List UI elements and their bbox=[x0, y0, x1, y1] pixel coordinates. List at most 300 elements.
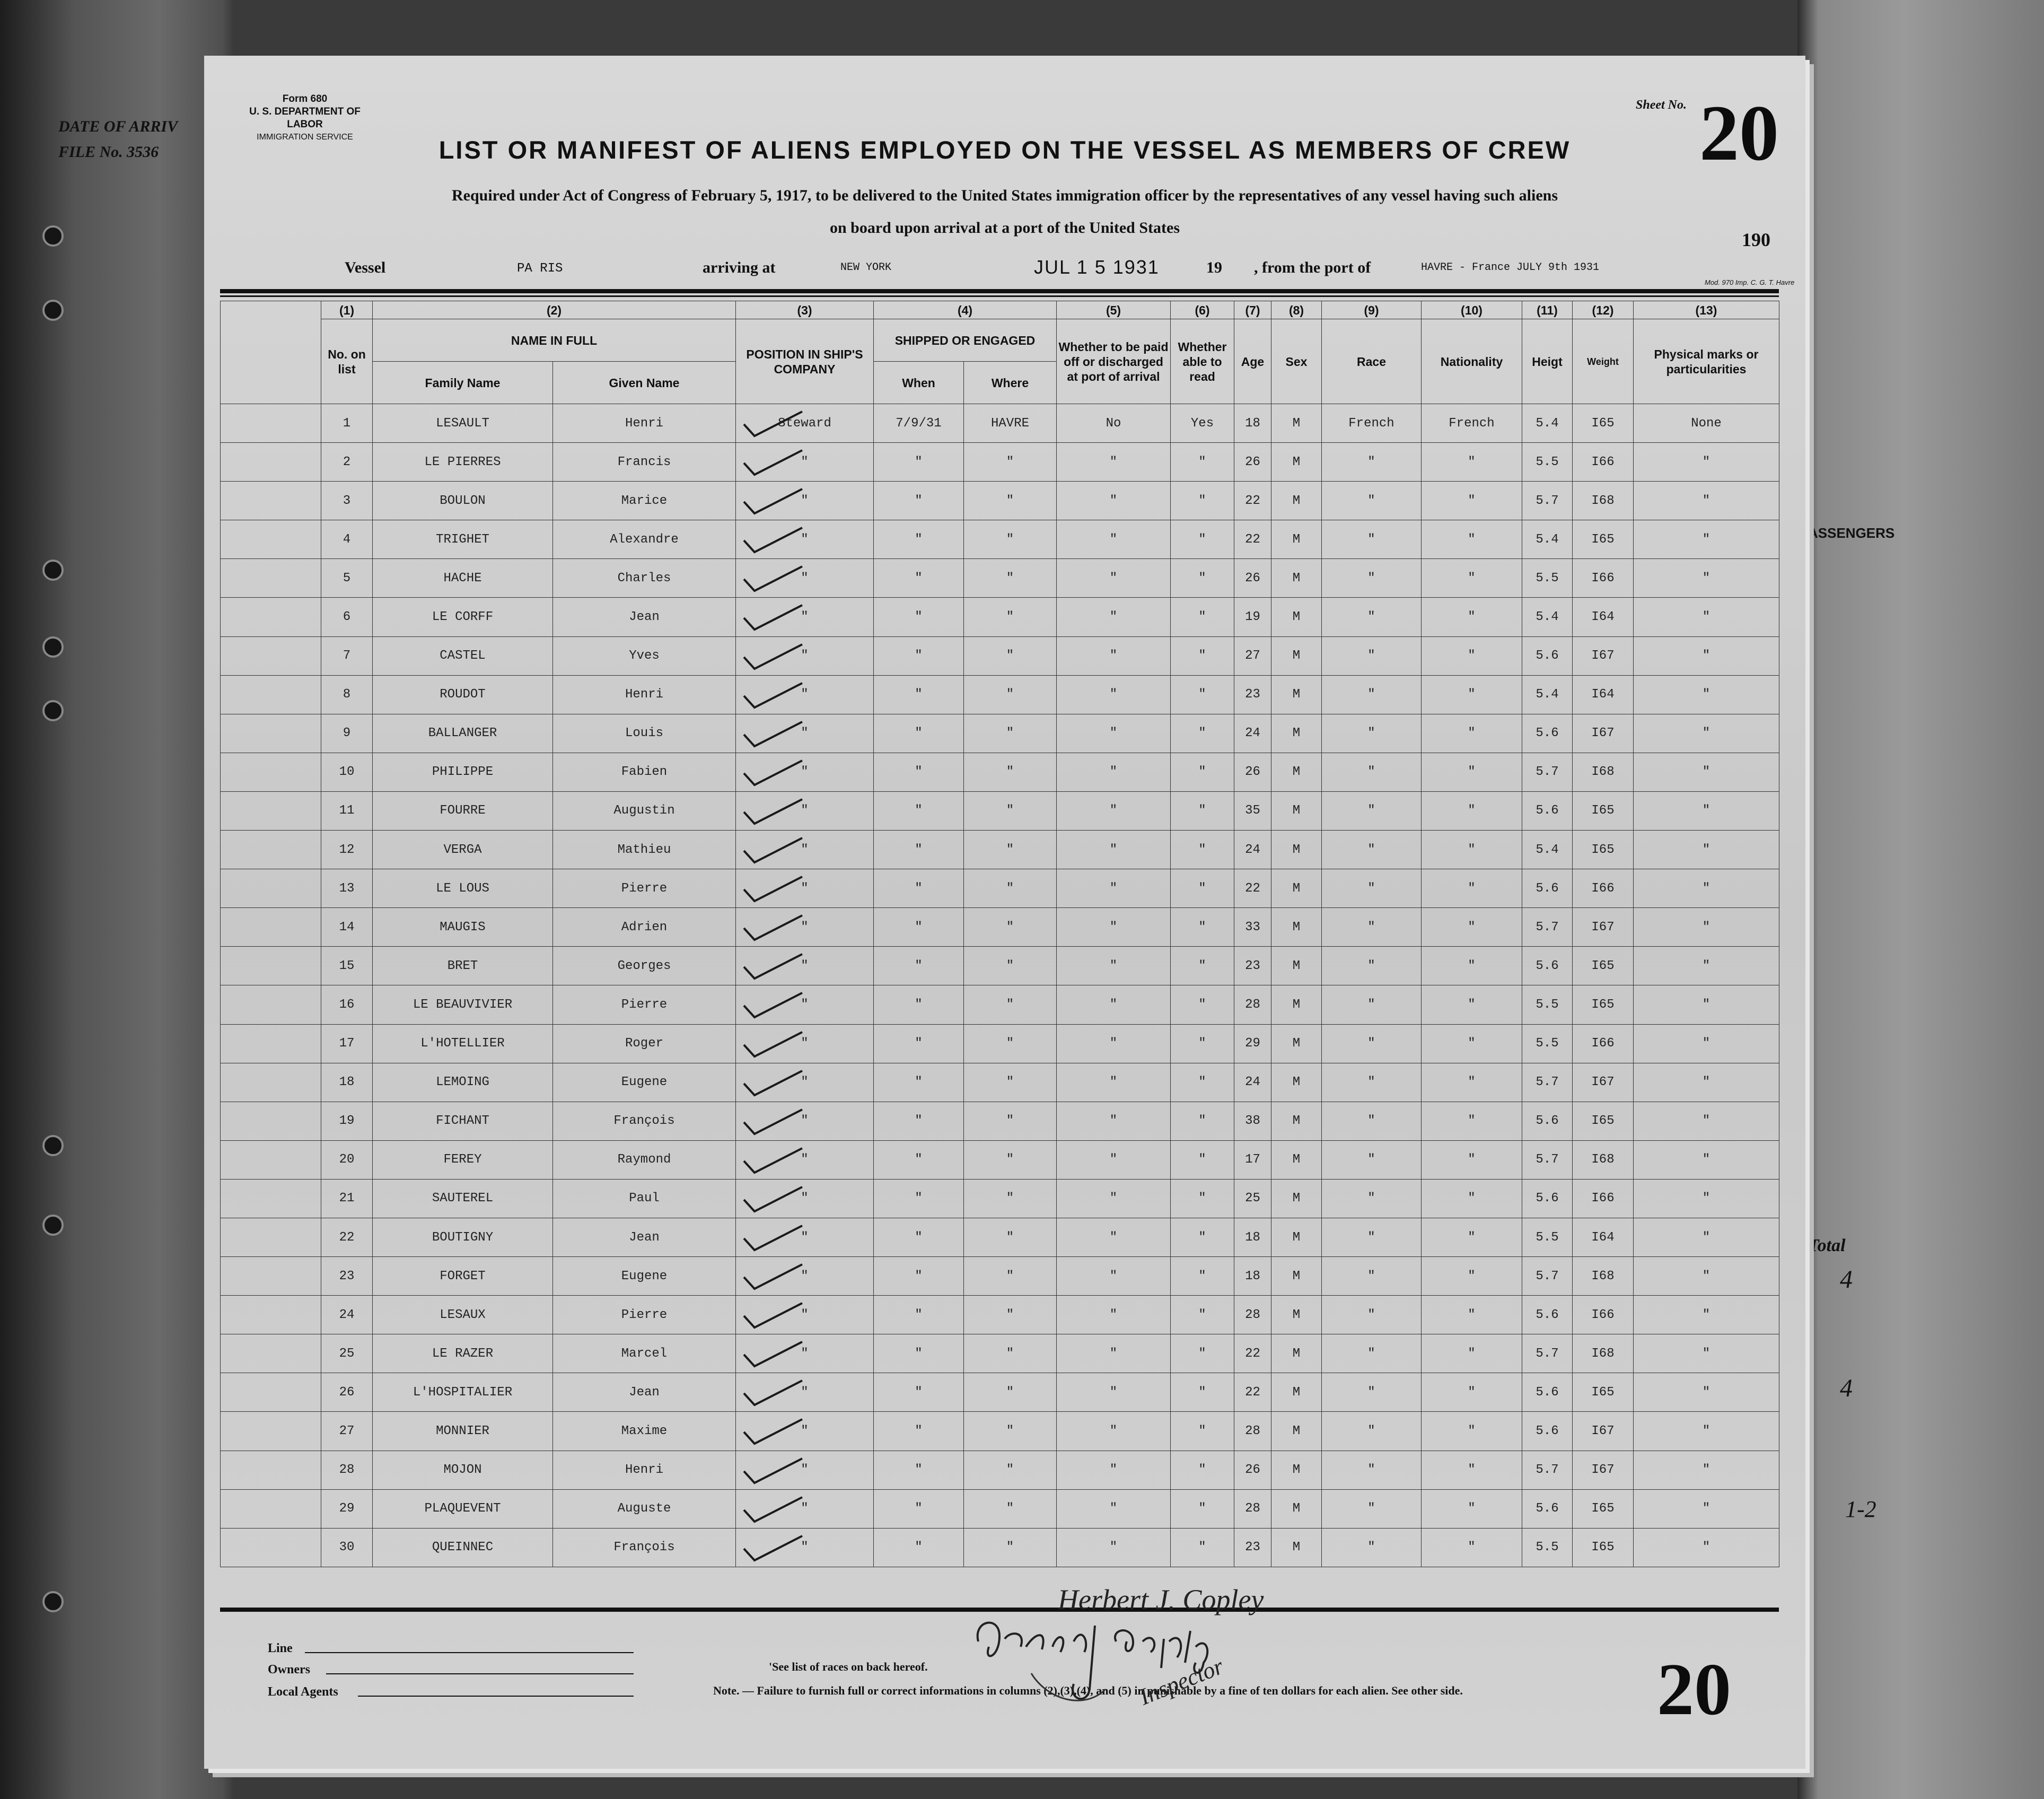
age-cell: 28 bbox=[1234, 1296, 1271, 1334]
arrival-stamp: JUL 1 5 1931 bbox=[1034, 256, 1160, 278]
age-cell: 22 bbox=[1234, 1334, 1271, 1373]
position-cell: Steward bbox=[736, 404, 874, 443]
margin-col-header bbox=[221, 301, 321, 404]
nationality-cell: " bbox=[1422, 1451, 1522, 1489]
check-mark-icon bbox=[741, 1377, 805, 1408]
table-row bbox=[221, 1063, 1779, 1102]
check-mark-icon bbox=[741, 796, 805, 827]
height-cell: 5.6 bbox=[1522, 1373, 1573, 1412]
race-cell: " bbox=[1322, 1451, 1422, 1489]
physical-marks-cell: " bbox=[1634, 520, 1779, 559]
check-mark-icon bbox=[741, 1029, 805, 1060]
shipped-where-cell: " bbox=[964, 1024, 1057, 1063]
weight-cell: I67 bbox=[1573, 908, 1634, 947]
given-name-cell: Francis bbox=[553, 443, 736, 482]
page-title: LIST OR MANIFEST OF ALIENS EMPLOYED ON THE VESSEL AS MEMBERS OF CREW bbox=[438, 136, 1571, 164]
nationality-cell: " bbox=[1422, 1063, 1522, 1102]
vessel-label: Vessel bbox=[345, 259, 386, 276]
signature-text: Herbert J. Copley bbox=[1058, 1584, 1264, 1615]
binder-hole bbox=[42, 1215, 64, 1236]
race-cell: " bbox=[1322, 598, 1422, 636]
weight-cell: I65 bbox=[1573, 985, 1634, 1024]
shipped-where-cell: " bbox=[964, 520, 1057, 559]
weight-cell: I65 bbox=[1573, 1489, 1634, 1528]
shipped-where-cell: " bbox=[964, 714, 1057, 753]
family-name-cell: BOUTIGNY bbox=[373, 1218, 553, 1256]
race-cell: " bbox=[1322, 1218, 1422, 1256]
position-cell: " bbox=[736, 1218, 874, 1256]
weight-cell: I64 bbox=[1573, 598, 1634, 636]
table-row bbox=[221, 908, 1779, 947]
family-name-cell: LESAULT bbox=[373, 404, 553, 443]
nationality-cell: " bbox=[1422, 1218, 1522, 1256]
binder-hole bbox=[42, 225, 64, 247]
given-name-cell: Roger bbox=[553, 1024, 736, 1063]
table-row bbox=[221, 1412, 1779, 1451]
age-cell: 24 bbox=[1234, 714, 1271, 753]
weight-cell: I65 bbox=[1573, 947, 1634, 985]
margin-cell bbox=[221, 869, 321, 908]
col-number: (8) bbox=[1271, 301, 1322, 319]
paid-off-cell: " bbox=[1057, 1296, 1171, 1334]
sheet-label: Sheet No. bbox=[1636, 98, 1687, 112]
binder-hole bbox=[42, 1591, 64, 1612]
header-age: Age bbox=[1234, 319, 1271, 404]
race-cell: " bbox=[1322, 482, 1422, 520]
nationality-cell: " bbox=[1422, 443, 1522, 482]
shipped-when-cell: " bbox=[874, 791, 964, 830]
nationality-cell: " bbox=[1422, 1024, 1522, 1063]
margin-cell bbox=[221, 908, 321, 947]
binder-hole bbox=[42, 560, 64, 581]
able-to-read-cell: " bbox=[1171, 675, 1234, 714]
height-cell: 5.4 bbox=[1522, 404, 1573, 443]
age-cell: 28 bbox=[1234, 985, 1271, 1024]
physical-marks-cell: " bbox=[1634, 1451, 1779, 1489]
list-number-cell: 25 bbox=[321, 1334, 373, 1373]
shipped-where-cell: " bbox=[964, 559, 1057, 598]
table-row bbox=[221, 947, 1779, 985]
given-name-cell: Eugene bbox=[553, 1063, 736, 1102]
paid-off-cell: " bbox=[1057, 1179, 1171, 1218]
from-port-label: , from the port of bbox=[1254, 259, 1371, 276]
paid-off-cell: " bbox=[1057, 520, 1171, 559]
able-to-read-cell: " bbox=[1171, 1024, 1234, 1063]
list-number-cell: 4 bbox=[321, 520, 373, 559]
paid-off-cell: " bbox=[1057, 1373, 1171, 1412]
shipped-where-cell: " bbox=[964, 1140, 1057, 1179]
header-paid-off: Whether to be paid off or discharged at port of arrival bbox=[1057, 319, 1171, 404]
family-name-cell: MOJON bbox=[373, 1451, 553, 1489]
footer-owners-label: Owners bbox=[268, 1663, 310, 1676]
height-cell: 5.7 bbox=[1522, 1257, 1573, 1296]
shipped-where-cell: " bbox=[964, 1489, 1057, 1528]
family-name-cell: ROUDOT bbox=[373, 675, 553, 714]
given-name-cell: Eugene bbox=[553, 1257, 736, 1296]
sex-cell: M bbox=[1271, 1179, 1322, 1218]
table-row bbox=[221, 753, 1779, 791]
physical-marks-cell: " bbox=[1634, 947, 1779, 985]
list-number-cell: 24 bbox=[321, 1296, 373, 1334]
physical-marks-cell: None bbox=[1634, 404, 1779, 443]
race-cell: " bbox=[1322, 947, 1422, 985]
table-row bbox=[221, 1257, 1779, 1296]
margin-cell bbox=[221, 1528, 321, 1567]
sex-cell: M bbox=[1271, 404, 1322, 443]
position-cell: " bbox=[736, 1024, 874, 1063]
margin-cell bbox=[221, 947, 321, 985]
nationality-cell: " bbox=[1422, 869, 1522, 908]
physical-marks-cell: " bbox=[1634, 1334, 1779, 1373]
footer-line-rule bbox=[305, 1652, 634, 1653]
age-cell: 29 bbox=[1234, 1024, 1271, 1063]
position-cell: " bbox=[736, 1528, 874, 1567]
year-prefix: 190 bbox=[1742, 229, 1770, 250]
height-cell: 5.6 bbox=[1522, 869, 1573, 908]
check-mark-icon bbox=[741, 447, 805, 478]
family-name-cell: LEMOING bbox=[373, 1063, 553, 1102]
weight-cell: I65 bbox=[1573, 1102, 1634, 1140]
weight-cell: I68 bbox=[1573, 482, 1634, 520]
shipped-where-cell: " bbox=[964, 1063, 1057, 1102]
position-cell: " bbox=[736, 1296, 874, 1334]
race-cell: " bbox=[1322, 908, 1422, 947]
nationality-cell: " bbox=[1422, 714, 1522, 753]
family-name-cell: L'HOTELLIER bbox=[373, 1024, 553, 1063]
physical-marks-cell: " bbox=[1634, 1102, 1779, 1140]
shipped-when-cell: " bbox=[874, 869, 964, 908]
height-cell: 5.4 bbox=[1522, 598, 1573, 636]
total-value-2: 4 bbox=[1840, 1374, 1853, 1402]
given-name-cell: Louis bbox=[553, 714, 736, 753]
table-row bbox=[221, 559, 1779, 598]
sex-cell: M bbox=[1271, 598, 1322, 636]
margin-cell bbox=[221, 404, 321, 443]
shipped-when-cell: " bbox=[874, 908, 964, 947]
sex-cell: M bbox=[1271, 869, 1322, 908]
height-cell: 5.6 bbox=[1522, 1102, 1573, 1140]
fine-note: Note. — Failure to furnish full or correct informations in columns (2),(3),(4), and (5) in punishable by a fine of ten dollars for each alien. See other side. bbox=[713, 1684, 1463, 1697]
paid-off-cell: " bbox=[1057, 908, 1171, 947]
sex-cell: M bbox=[1271, 1140, 1322, 1179]
weight-cell: I66 bbox=[1573, 559, 1634, 598]
sex-cell: M bbox=[1271, 714, 1322, 753]
arriving-label: arriving at bbox=[703, 259, 776, 276]
able-to-read-cell: " bbox=[1171, 1334, 1234, 1373]
able-to-read-cell: " bbox=[1171, 1528, 1234, 1567]
age-cell: 22 bbox=[1234, 520, 1271, 559]
family-name-cell: HACHE bbox=[373, 559, 553, 598]
list-number-cell: 15 bbox=[321, 947, 373, 985]
able-to-read-cell: " bbox=[1171, 559, 1234, 598]
sex-cell: M bbox=[1271, 947, 1322, 985]
top-rule-thin bbox=[220, 295, 1779, 297]
physical-marks-cell: " bbox=[1634, 1373, 1779, 1412]
weight-cell: I65 bbox=[1573, 1528, 1634, 1567]
shipped-when-cell: " bbox=[874, 831, 964, 869]
given-name-cell: Henri bbox=[553, 1451, 736, 1489]
height-cell: 5.6 bbox=[1522, 636, 1573, 675]
shipped-when-cell: " bbox=[874, 636, 964, 675]
paid-off-cell: " bbox=[1057, 443, 1171, 482]
able-to-read-cell: " bbox=[1171, 869, 1234, 908]
scan-background-right bbox=[1797, 0, 2044, 1799]
col-number: (12) bbox=[1573, 301, 1634, 319]
sex-cell: M bbox=[1271, 1218, 1322, 1256]
paid-off-cell: " bbox=[1057, 598, 1171, 636]
passengers-label: ASSENGERS bbox=[1808, 525, 1895, 541]
position-cell: " bbox=[736, 908, 874, 947]
race-cell: " bbox=[1322, 714, 1422, 753]
shipped-when-cell: " bbox=[874, 520, 964, 559]
shipped-when-cell: " bbox=[874, 985, 964, 1024]
physical-marks-cell: " bbox=[1634, 482, 1779, 520]
table-row bbox=[221, 404, 1779, 443]
family-name-cell: FORGET bbox=[373, 1257, 553, 1296]
age-cell: 26 bbox=[1234, 753, 1271, 791]
position-cell: " bbox=[736, 1412, 874, 1451]
sex-cell: M bbox=[1271, 1102, 1322, 1140]
margin-cell bbox=[221, 714, 321, 753]
shipped-where-cell: " bbox=[964, 636, 1057, 675]
table-row bbox=[221, 869, 1779, 908]
nationality-cell: " bbox=[1422, 636, 1522, 675]
header-able-to-read: Whether able to read bbox=[1171, 319, 1234, 404]
margin-cell bbox=[221, 675, 321, 714]
list-number-cell: 8 bbox=[321, 675, 373, 714]
list-number-cell: 27 bbox=[321, 1412, 373, 1451]
header-name-in-full: NAME IN FULL bbox=[373, 319, 736, 362]
physical-marks-cell: " bbox=[1634, 791, 1779, 830]
weight-cell: I68 bbox=[1573, 1257, 1634, 1296]
from-port: HAVRE - France JULY 9th 1931 bbox=[1421, 261, 1600, 274]
sex-cell: M bbox=[1271, 520, 1322, 559]
race-cell: " bbox=[1322, 1528, 1422, 1567]
nationality-cell: " bbox=[1422, 482, 1522, 520]
sex-cell: M bbox=[1271, 791, 1322, 830]
check-mark-icon bbox=[741, 680, 805, 711]
physical-marks-cell: " bbox=[1634, 1489, 1779, 1528]
header-height: Heigt bbox=[1522, 319, 1573, 404]
shipped-when-cell: " bbox=[874, 1218, 964, 1256]
nationality-cell: " bbox=[1422, 791, 1522, 830]
able-to-read-cell: " bbox=[1171, 1063, 1234, 1102]
table-row bbox=[221, 714, 1779, 753]
col-number: (3) bbox=[736, 301, 874, 319]
sex-cell: M bbox=[1271, 482, 1322, 520]
height-cell: 5.5 bbox=[1522, 443, 1573, 482]
margin-cell bbox=[221, 1179, 321, 1218]
table-row bbox=[221, 1102, 1779, 1140]
nationality-cell: " bbox=[1422, 598, 1522, 636]
list-number-cell: 3 bbox=[321, 482, 373, 520]
nationality-cell: " bbox=[1422, 1179, 1522, 1218]
physical-marks-cell: " bbox=[1634, 714, 1779, 753]
family-name-cell: LE LOUS bbox=[373, 869, 553, 908]
able-to-read-cell: " bbox=[1171, 1179, 1234, 1218]
position-cell: " bbox=[736, 1451, 874, 1489]
shipped-where-cell: " bbox=[964, 482, 1057, 520]
sex-cell: M bbox=[1271, 1296, 1322, 1334]
shipped-where-cell: " bbox=[964, 443, 1057, 482]
list-number-cell: 2 bbox=[321, 443, 373, 482]
given-name-cell: Yves bbox=[553, 636, 736, 675]
margin-cell bbox=[221, 985, 321, 1024]
list-number-cell: 20 bbox=[321, 1140, 373, 1179]
margin-cell bbox=[221, 520, 321, 559]
position-cell: " bbox=[736, 791, 874, 830]
weight-cell: I64 bbox=[1573, 1218, 1634, 1256]
list-number-cell: 28 bbox=[321, 1451, 373, 1489]
given-name-cell: Jean bbox=[553, 598, 736, 636]
position-cell: " bbox=[736, 753, 874, 791]
weight-cell: I66 bbox=[1573, 1179, 1634, 1218]
header-when: When bbox=[874, 362, 964, 404]
position-cell: " bbox=[736, 675, 874, 714]
sex-cell: M bbox=[1271, 1257, 1322, 1296]
table-row bbox=[221, 675, 1779, 714]
sex-cell: M bbox=[1271, 636, 1322, 675]
list-number-cell: 19 bbox=[321, 1102, 373, 1140]
shipped-when-cell: " bbox=[874, 1024, 964, 1063]
given-name-cell: Raymond bbox=[553, 1140, 736, 1179]
race-cell: French bbox=[1322, 404, 1422, 443]
shipped-where-cell: " bbox=[964, 675, 1057, 714]
physical-marks-cell: " bbox=[1634, 1140, 1779, 1179]
given-name-cell: François bbox=[553, 1528, 736, 1567]
table-row bbox=[221, 1296, 1779, 1334]
age-cell: 33 bbox=[1234, 908, 1271, 947]
shipped-when-cell: " bbox=[874, 1257, 964, 1296]
table-row bbox=[221, 1218, 1779, 1256]
height-cell: 5.5 bbox=[1522, 1528, 1573, 1567]
race-cell: " bbox=[1322, 636, 1422, 675]
height-cell: 5.4 bbox=[1522, 675, 1573, 714]
col-number: (6) bbox=[1171, 301, 1234, 319]
margin-cell bbox=[221, 636, 321, 675]
position-cell: " bbox=[736, 714, 874, 753]
physical-marks-cell: " bbox=[1634, 869, 1779, 908]
margin-cell bbox=[221, 1296, 321, 1334]
able-to-read-cell: " bbox=[1171, 1451, 1234, 1489]
table-row bbox=[221, 985, 1779, 1024]
margin-cell bbox=[221, 1024, 321, 1063]
vessel-name: PA RIS bbox=[517, 261, 563, 276]
race-cell: " bbox=[1322, 1412, 1422, 1451]
position-cell: " bbox=[736, 869, 874, 908]
col-number: (5) bbox=[1057, 301, 1171, 319]
family-name-cell: L'HOSPITALIER bbox=[373, 1373, 553, 1412]
shipped-when-cell: " bbox=[874, 559, 964, 598]
given-name-cell: Marice bbox=[553, 482, 736, 520]
shipped-when-cell: " bbox=[874, 1489, 964, 1528]
nationality-cell: " bbox=[1422, 520, 1522, 559]
height-cell: 5.7 bbox=[1522, 1334, 1573, 1373]
nationality-cell: " bbox=[1422, 908, 1522, 947]
footer-line-label: Line bbox=[268, 1641, 293, 1655]
paid-off-cell: " bbox=[1057, 1489, 1171, 1528]
nationality-cell: " bbox=[1422, 1140, 1522, 1179]
age-cell: 25 bbox=[1234, 1179, 1271, 1218]
shipped-where-cell: " bbox=[964, 947, 1057, 985]
able-to-read-cell: " bbox=[1171, 1489, 1234, 1528]
list-number-cell: 17 bbox=[321, 1024, 373, 1063]
list-number-cell: 13 bbox=[321, 869, 373, 908]
able-to-read-cell: " bbox=[1171, 985, 1234, 1024]
col-number: (2) bbox=[373, 301, 736, 319]
paid-off-cell: " bbox=[1057, 1218, 1171, 1256]
family-name-cell: LESAUX bbox=[373, 1296, 553, 1334]
race-cell: " bbox=[1322, 831, 1422, 869]
age-cell: 22 bbox=[1234, 1373, 1271, 1412]
sex-cell: M bbox=[1271, 1063, 1322, 1102]
age-cell: 38 bbox=[1234, 1102, 1271, 1140]
header-race: Race bbox=[1322, 319, 1422, 404]
family-name-cell: CASTEL bbox=[373, 636, 553, 675]
shipped-when-cell: " bbox=[874, 753, 964, 791]
sex-cell: M bbox=[1271, 443, 1322, 482]
position-cell: " bbox=[736, 1102, 874, 1140]
sex-cell: M bbox=[1271, 559, 1322, 598]
position-cell: " bbox=[736, 1257, 874, 1296]
shipped-where-cell: " bbox=[964, 1412, 1057, 1451]
position-cell: " bbox=[736, 636, 874, 675]
family-name-cell: BRET bbox=[373, 947, 553, 985]
able-to-read-cell: " bbox=[1171, 1296, 1234, 1334]
shipped-where-cell: " bbox=[964, 1296, 1057, 1334]
paid-off-cell: No bbox=[1057, 404, 1171, 443]
col-number: (11) bbox=[1522, 301, 1573, 319]
height-cell: 5.6 bbox=[1522, 714, 1573, 753]
age-cell: 28 bbox=[1234, 1489, 1271, 1528]
age-cell: 23 bbox=[1234, 1528, 1271, 1567]
margin-cell bbox=[221, 831, 321, 869]
check-mark-icon bbox=[741, 1300, 805, 1331]
physical-marks-cell: " bbox=[1634, 1528, 1779, 1567]
table-row bbox=[221, 831, 1779, 869]
col-number: (9) bbox=[1322, 301, 1422, 319]
race-cell: " bbox=[1322, 1373, 1422, 1412]
age-cell: 19 bbox=[1234, 598, 1271, 636]
table-row bbox=[221, 791, 1779, 830]
list-number-cell: 5 bbox=[321, 559, 373, 598]
paid-off-cell: " bbox=[1057, 1102, 1171, 1140]
page-subtitle-2: on board upon arrival at a port of the United States bbox=[829, 219, 1180, 237]
age-cell: 18 bbox=[1234, 1257, 1271, 1296]
table-row bbox=[221, 482, 1779, 520]
list-number-cell: 6 bbox=[321, 598, 373, 636]
binder-hole bbox=[42, 1135, 64, 1156]
sex-cell: M bbox=[1271, 1334, 1322, 1373]
col-number: (10) bbox=[1422, 301, 1522, 319]
header-sex: Sex bbox=[1271, 319, 1322, 404]
position-cell: " bbox=[736, 1373, 874, 1412]
left-margin-stub bbox=[58, 114, 178, 165]
check-mark-icon bbox=[741, 990, 805, 1020]
family-name-cell: MAUGIS bbox=[373, 908, 553, 947]
weight-cell: I65 bbox=[1573, 404, 1634, 443]
family-name-cell: FOURRE bbox=[373, 791, 553, 830]
check-mark-icon bbox=[741, 874, 805, 904]
list-number-cell: 29 bbox=[321, 1489, 373, 1528]
given-name-cell: Mathieu bbox=[553, 831, 736, 869]
given-name-cell: François bbox=[553, 1102, 736, 1140]
margin-cell bbox=[221, 1218, 321, 1256]
header-family-name: Family Name bbox=[373, 362, 553, 404]
margin-cell bbox=[221, 1451, 321, 1489]
list-number-cell: 18 bbox=[321, 1063, 373, 1102]
given-name-cell: Pierre bbox=[553, 869, 736, 908]
